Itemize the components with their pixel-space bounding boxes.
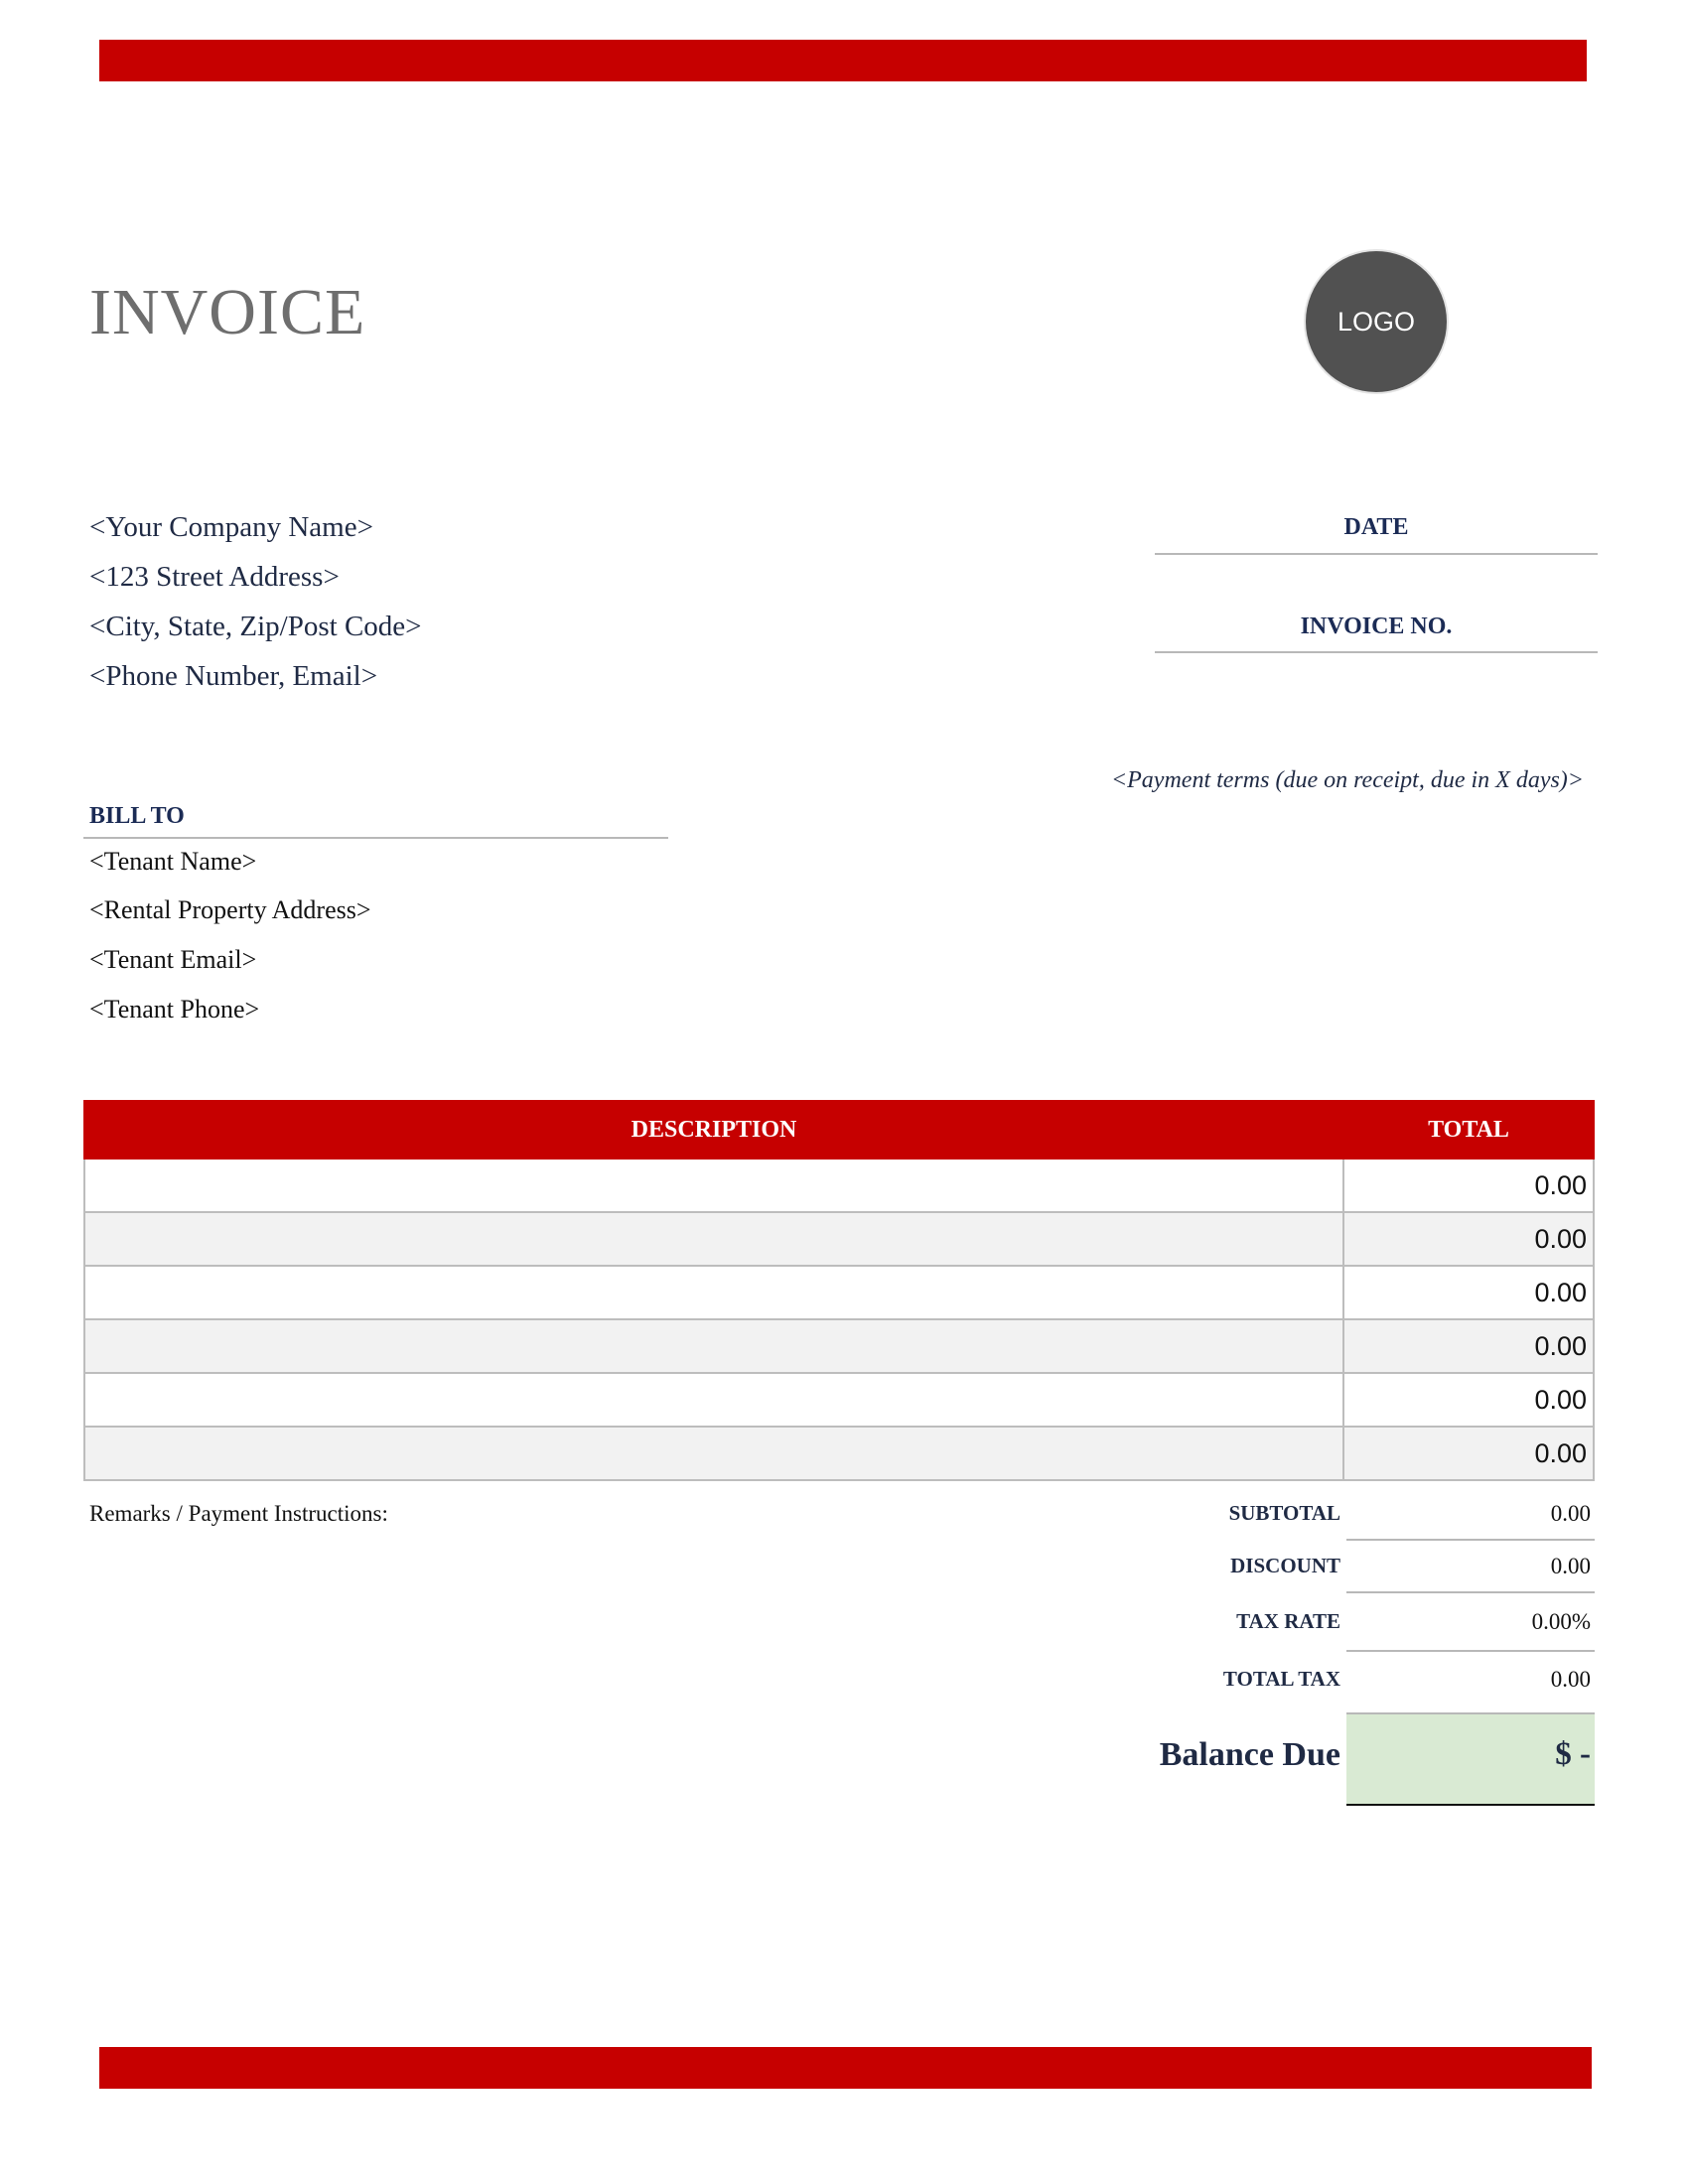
subtotal-value: 0.00 xyxy=(1550,1501,1591,1526)
tax-rate-label: TAX RATE xyxy=(1236,1609,1340,1633)
discount-rule xyxy=(1346,1591,1595,1593)
logo-text: LOGO xyxy=(1336,306,1416,337)
company-name[interactable]: <Your Company Name> xyxy=(89,511,373,543)
invoice-number-field-rule[interactable] xyxy=(1155,651,1598,653)
subtotal-label: SUBTOTAL xyxy=(1228,1501,1340,1525)
description-cell[interactable] xyxy=(84,1159,1343,1212)
total-cell[interactable]: 0.00 xyxy=(1343,1212,1594,1266)
date-label: DATE xyxy=(1343,514,1409,540)
payment-terms[interactable]: <Payment terms (due on receipt, due in X days)> xyxy=(1110,767,1584,793)
description-header: DESCRIPTION xyxy=(84,1101,1343,1159)
total-tax-value: 0.00 xyxy=(1550,1667,1591,1692)
balance-due-value: $ - xyxy=(1555,1736,1591,1772)
company-contact[interactable]: <Phone Number, Email> xyxy=(89,660,378,692)
table-row xyxy=(84,1266,1594,1319)
bottom-accent-bar xyxy=(99,2047,1592,2089)
total-cell[interactable]: 0.00 xyxy=(1343,1427,1594,1480)
table-row xyxy=(84,1159,1594,1212)
table-row xyxy=(84,1319,1594,1373)
tenant-name[interactable]: <Tenant Name> xyxy=(89,847,257,876)
total-cell[interactable]: 0.00 xyxy=(1343,1266,1594,1319)
description-cell[interactable] xyxy=(84,1427,1343,1480)
subtotal-rule xyxy=(1346,1539,1595,1541)
invoice-title: INVOICE xyxy=(89,276,366,348)
company-street[interactable]: <123 Street Address> xyxy=(89,561,340,593)
remarks-label[interactable]: Remarks / Payment Instructions: xyxy=(89,1501,388,1526)
bill-to-divider xyxy=(83,837,668,839)
bill-to-label: BILL TO xyxy=(89,803,185,829)
table-row xyxy=(84,1373,1594,1427)
top-accent-bar xyxy=(99,40,1587,81)
total-cell[interactable]: 0.00 xyxy=(1343,1159,1594,1212)
table-row xyxy=(84,1212,1594,1266)
discount-label: DISCOUNT xyxy=(1230,1554,1340,1577)
total-tax-label: TOTAL TAX xyxy=(1222,1667,1340,1691)
company-city[interactable]: <City, State, Zip/Post Code> xyxy=(89,611,422,642)
description-cell[interactable] xyxy=(84,1373,1343,1427)
line-items-table xyxy=(83,1100,1595,1481)
logo-placeholder[interactable] xyxy=(1306,251,1447,392)
total-cell[interactable]: 0.00 xyxy=(1343,1373,1594,1427)
table-header-row xyxy=(84,1101,1594,1159)
total-cell[interactable]: 0.00 xyxy=(1343,1319,1594,1373)
tax-rate-rule xyxy=(1346,1650,1595,1652)
table-row xyxy=(84,1427,1594,1480)
description-cell[interactable] xyxy=(84,1266,1343,1319)
tax-rate-value[interactable]: 0.00% xyxy=(1531,1609,1591,1634)
description-cell[interactable] xyxy=(84,1212,1343,1266)
tenant-property-address[interactable]: <Rental Property Address> xyxy=(89,895,371,924)
total-header: TOTAL xyxy=(1343,1101,1594,1159)
date-field-rule[interactable] xyxy=(1155,553,1598,555)
description-cell[interactable] xyxy=(84,1319,1343,1373)
tenant-email[interactable]: <Tenant Email> xyxy=(89,945,257,974)
discount-value[interactable]: 0.00 xyxy=(1550,1554,1591,1578)
tenant-phone[interactable]: <Tenant Phone> xyxy=(89,995,260,1024)
invoice-number-label: INVOICE NO. xyxy=(1300,614,1453,639)
balance-due-label: Balance Due xyxy=(1159,1736,1340,1773)
